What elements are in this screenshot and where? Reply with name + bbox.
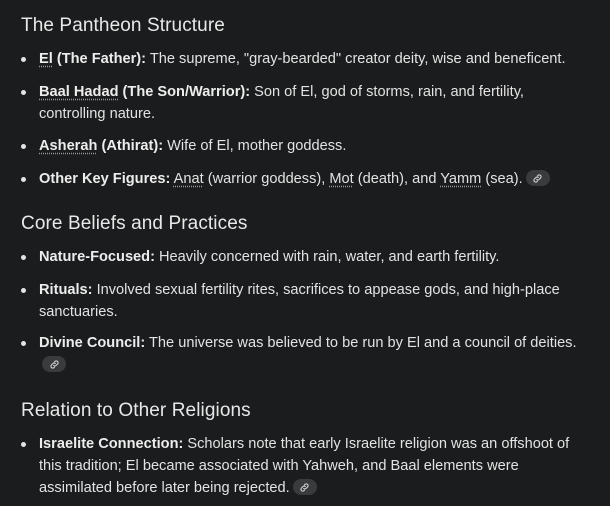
yamm-link[interactable]: Yamm (440, 171, 482, 187)
term-asherah-link[interactable]: Asherah (39, 138, 98, 154)
item-text: The universe was believed to be run by El and a council of deities. (145, 335, 577, 351)
item-text: Wife of El, mother goddess. (163, 138, 347, 154)
anat-link[interactable]: Anat (173, 171, 204, 187)
link-icon (299, 482, 310, 493)
section-heading-beliefs: Core Beliefs and Practices (21, 213, 248, 234)
list-item (21, 332, 591, 376)
term-baal-link[interactable]: Baal Hadad (39, 84, 119, 100)
source-link-button[interactable] (293, 479, 317, 495)
list-item (21, 433, 591, 499)
item-text: Involved sexual fertility rites, sacrifices to appease gods, and high-place sanctuaries. (39, 282, 560, 320)
bullet (21, 144, 26, 149)
term-israelite: Israelite Connection: (39, 436, 184, 452)
link-icon (49, 359, 60, 370)
term-asherah: Asherah (Athirat): (39, 138, 164, 154)
term-rituals: Rituals: (39, 282, 93, 298)
term-baal: Baal Hadad (The Son/Warrior): (39, 84, 251, 100)
list-item (21, 135, 346, 157)
term-divine-council: Divine Council: (39, 335, 146, 351)
list-item (21, 81, 591, 125)
item-text: The supreme, "gray-bearded" creator deity, wise and beneficent. (146, 51, 566, 67)
term-nature: Nature-Focused: (39, 249, 155, 265)
term-el-link[interactable]: El (39, 51, 53, 67)
bullet (21, 288, 26, 293)
item-text: Scholars note that early Israelite religion was an offshoot of this tradition; El became associated with Yahweh, and Baal elements were assimilated before later being rejected. (39, 436, 570, 496)
list-item (21, 48, 566, 70)
list-item (21, 279, 591, 323)
bullet (21, 57, 26, 62)
bullet (21, 341, 26, 346)
source-link-button[interactable] (42, 356, 66, 372)
bullet (21, 255, 26, 260)
bullet (21, 442, 26, 447)
item-text: Heavily concerned with rain, water, and earth fertility. (154, 249, 500, 265)
list-item: Other Key Figures: Anat (warrior goddess), Mot (death), and Yamm (sea). (21, 168, 550, 190)
section-heading-pantheon: The Pantheon Structure (21, 15, 225, 36)
list-item (21, 246, 499, 268)
bullet (21, 90, 26, 95)
link-icon (532, 173, 543, 184)
source-link-button[interactable] (526, 170, 550, 186)
section-heading-relation: Relation to Other Religions (21, 400, 251, 421)
term-el: El (The Father): (39, 51, 147, 67)
term-other-figures: Other Key Figures: (39, 171, 171, 187)
item-text: Son of El, god of storms, rain, and fertility, controlling nature. (39, 84, 524, 122)
bullet (21, 177, 26, 182)
mot-link[interactable]: Mot (329, 171, 354, 187)
